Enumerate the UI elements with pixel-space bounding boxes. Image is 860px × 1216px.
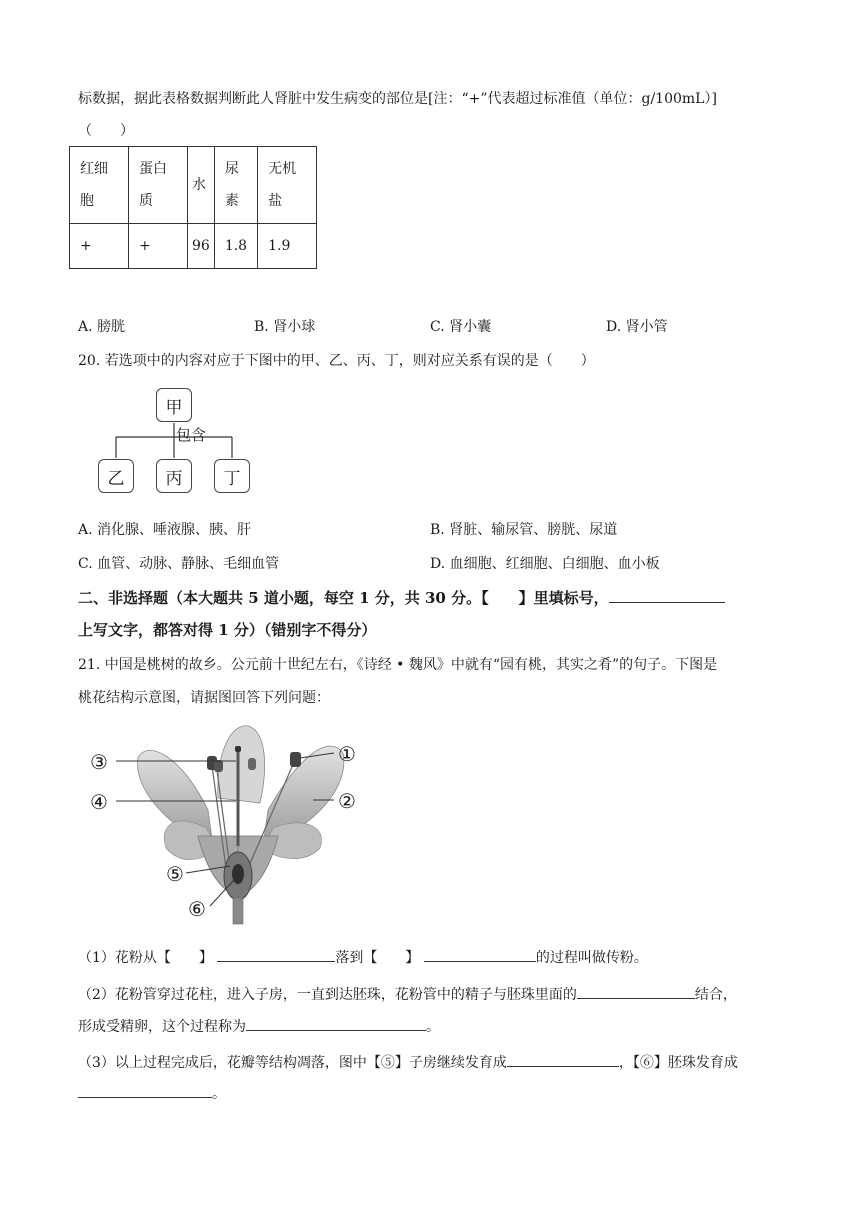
q20-option-b[interactable]: B. 肾脏、输尿管、膀胱、尿道 — [430, 522, 618, 538]
table-header: 红细胞 — [70, 147, 129, 224]
answer-blank[interactable] — [78, 1083, 212, 1098]
table-header: 水 — [188, 147, 215, 224]
figure-label: ⑤ — [166, 862, 184, 886]
diagram-node-child: 乙 — [98, 459, 134, 493]
section2-heading: 二、非选择题（本大题共 5 道小题，每空 1 分，共 30 分。【 】里填标号， — [78, 587, 725, 608]
heading-blank — [609, 588, 725, 603]
q21-stem: 21. 中国是桃树的故乡。公元前十世纪左右，《诗经 • 魏风》中就有“园有桃，其实之肴”的句子。下图是 — [78, 657, 718, 673]
diagram-node-top: 甲 — [156, 388, 192, 422]
figure-label: ④ — [90, 790, 108, 814]
q21-sub1: （1）花粉从【 】 落到【 】 的过程叫做传粉。 — [78, 947, 648, 967]
answer-blank[interactable] — [217, 947, 335, 962]
answer-blank[interactable] — [246, 1016, 426, 1031]
q21-stem-line2: 桃花结构示意图，请据图回答下列问题： — [78, 690, 330, 706]
diagram-node-child: 丁 — [214, 459, 250, 493]
table-cell: 96 — [188, 224, 215, 269]
answer-blank[interactable] — [424, 947, 536, 962]
q20-option-a[interactable]: A. 消化腺、唾液腺、胰、肝 — [78, 522, 252, 538]
q19-option-d[interactable]: D. 肾小管 — [606, 319, 668, 335]
q20-option-c[interactable]: C. 血管、动脉、静脉、毛细血管 — [78, 556, 280, 572]
table-cell: 1.8 — [214, 224, 257, 269]
q19-stem: 标数据，据此表格数据判断此人肾脏中发生病变的部位是[注：“+”代表超过标准值（单位：g/100mL）] — [78, 91, 717, 107]
table-cell: + — [70, 224, 129, 269]
q19-option-b[interactable]: B. 肾小球 — [254, 319, 316, 335]
q20-stem: 20. 若选项中的内容对应于下图中的甲、乙、丙、丁，则对应关系有误的是（ ） — [78, 353, 595, 369]
answer-blank[interactable] — [577, 984, 695, 999]
table-header: 尿素 — [214, 147, 257, 224]
q20-option-d[interactable]: D. 血细胞、红细胞、白细胞、血小板 — [430, 556, 660, 572]
table-header: 蛋白质 — [129, 147, 188, 224]
figure-label: ⑥ — [188, 897, 206, 921]
urine-data-table — [69, 146, 317, 269]
diagram-relation-label: 包含 — [176, 426, 207, 444]
figure-label: ① — [338, 742, 356, 766]
figure-label: ③ — [90, 750, 108, 774]
diagram-node-child: 丙 — [156, 459, 192, 493]
table-cell: 1.9 — [258, 224, 317, 269]
q21-sub3-line2: 。 — [78, 1083, 226, 1103]
q19-paren: （ ） — [78, 123, 134, 139]
table-header: 无机盐 — [258, 147, 317, 224]
q21-sub2-line2: 形成受精卵，这个过程称为 。 — [78, 1016, 440, 1036]
table-cell: + — [129, 224, 188, 269]
q21-sub3: （3）以上过程完成后，花瓣等结构凋落，图中【⑤】子房继续发育成 ，【⑥】胚珠发育成 — [78, 1052, 738, 1072]
q21-sub2: （2）花粉管穿过花柱，进入子房，一直到达胚珠，花粉管中的精子与胚珠里面的 结合， — [78, 984, 737, 1004]
section2-heading-line2: 上写文字，都答对得 1 分）（错别字不得分） — [78, 621, 377, 639]
q19-option-a[interactable]: A. 膀胱 — [78, 319, 126, 335]
q19-option-c[interactable]: C. 肾小囊 — [430, 319, 492, 335]
answer-blank[interactable] — [507, 1052, 619, 1067]
figure-label: ② — [338, 789, 356, 813]
